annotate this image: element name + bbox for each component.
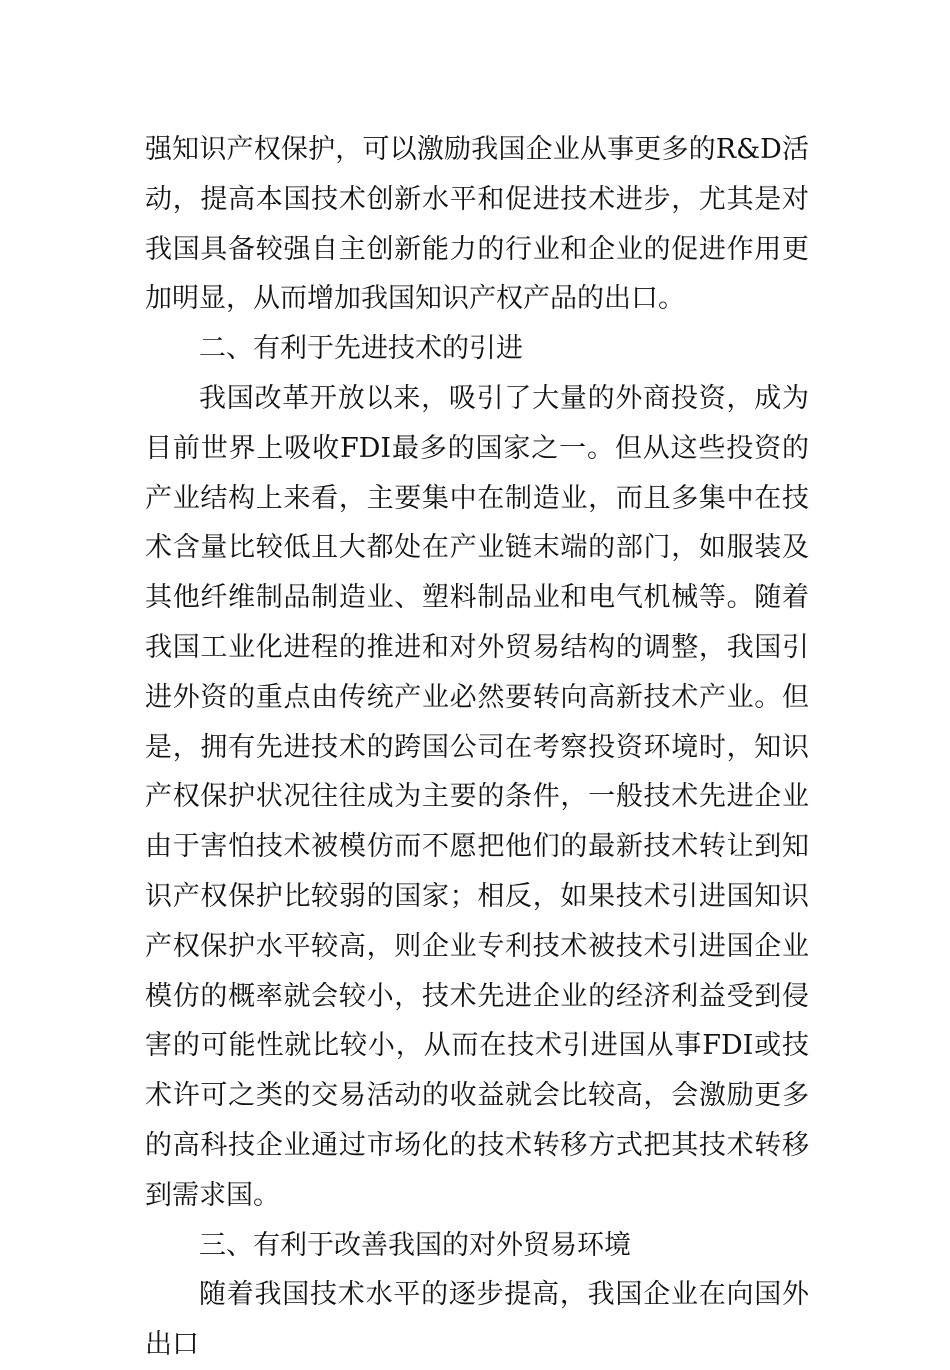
paragraph-trade-environment: 随着我国技术水平的逐步提高，我国企业在向国外出口 bbox=[145, 1279, 809, 1361]
paragraph-technology-introduction: 我国改革开放以来，吸引了大量的外商投资，成为目前世界上吸收FDI最多的国家之一。但从这些投资的产业结构上来看，主要集中在制造业，而且多集中在技术含量比较低且大都处在产业链末端的部门，如服装及其他纤维制品制造业、塑料制品业和电气机械等。随着我国工业化进程的推进和对外贸易结构的调整，我国引进外资的重点由传统产业必然要转向高新技术产业。但是，拥有先进技术的跨国公司在考察投资环境时，知识产权保护状况往往成为主要的条件，一般技术先进企业由于害怕技术被模仿而不愿把他们的最新技术转让到知识产权保护比较弱的国家；相反，如果技术引进国知识产权保护水平较高，则企业专利技术被技术引进国企业模仿的概率就会较小，技术先进企业的经济利益受到侵害的可能性就比较小，从而在技术引进国从事FDI或技术许可之类的交易活动的收益就会比较高，会激励更多的高科技企业通过市场化的技术转移方式把其技术转移到需求国。 bbox=[145, 382, 809, 1211]
paragraph-continuation: 强知识产权保护，可以激励我国企业从事更多的R&D活动，提高本国技术创新水平和促进技术进步，尤其是对我国具备较强自主创新能力的行业和企业的促进作用更加明显，从而增加我国知识产权产品的出口。 bbox=[145, 134, 809, 315]
section-heading-3: 三、有利于改善我国的对外贸易环境 bbox=[199, 1229, 631, 1261]
section-heading-2: 二、有利于先进技术的引进 bbox=[199, 333, 523, 365]
document-body bbox=[145, 125, 809, 1370]
